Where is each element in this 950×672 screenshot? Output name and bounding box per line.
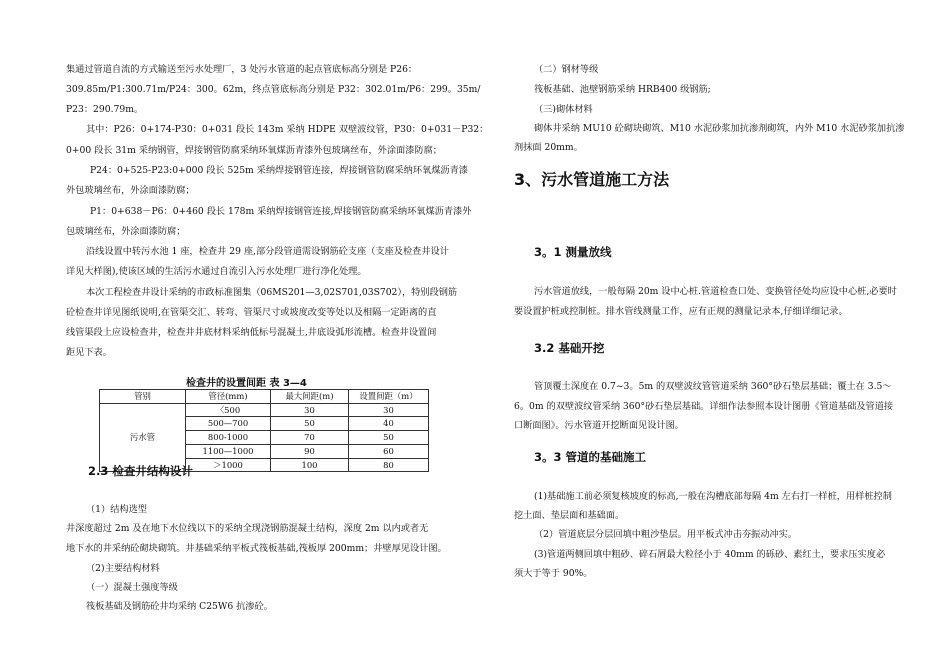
- set-spacing-cell: 60: [349, 444, 429, 458]
- foundation-step-3-line-1: (3)管道两侧回填中粗砂、碎石屑最大粒径小于 40mm 的砾砂、素红土，要求压实度必: [534, 549, 886, 560]
- diameter-cell: 〈500: [186, 403, 271, 417]
- header-set-spacing: 设置间距（m）: [349, 390, 429, 404]
- diameter-cell: 500—700: [186, 417, 271, 431]
- table-header-row: [100, 390, 429, 404]
- pipe-type-cell: 污水管: [100, 403, 186, 472]
- masonry-line-1: 砌体井采纳 MU10 砼砌块砌筑、M10 水泥砂浆加抗渗剂砌筑，内外 M10 水泥砂浆加抗渗: [534, 123, 905, 134]
- max-spacing-cell: 100: [271, 458, 349, 472]
- section-heading-3-1: 3。1 测量放线: [534, 245, 612, 259]
- header-pipe-type: 管别: [100, 390, 186, 404]
- steel-grade-text: 筏板基础、池壁钢筋采纳 HRB400 级钢筋;: [534, 84, 711, 95]
- table-row: [100, 403, 429, 417]
- header-diameter: 管径(mm): [186, 390, 271, 404]
- max-spacing-cell: 90: [271, 444, 349, 458]
- manhole-spacing-table: [99, 389, 429, 472]
- standard-atlas-line-2: 砼检查井详见图纸说明,在管渠交汇、转弯、管渠尺寸或坡度改变等处以及相隔一定距离的直: [66, 307, 437, 318]
- standard-atlas-line-3: 线管渠段上应设检查井，检查井井底材料采纳低标号混凝土,井底设弧形流槽。检查井设置间: [66, 327, 437, 338]
- set-spacing-cell: 80: [349, 458, 429, 472]
- set-spacing-cell: 40: [349, 417, 429, 431]
- section-heading-2-3: 2.3 检查井结构设计: [88, 464, 193, 478]
- foundation-step-2: （2）管道底层分层回填中粗沙垫层。用平板式冲击夯振动冲实。: [534, 529, 798, 540]
- excavation-line-1: 管顶覆土深度在 0.7~3。5m 的双壁波纹管管道采纳 360°砂石垫层基础；覆土在 3.5～: [534, 381, 892, 392]
- excavation-line-2: 6。0m 的双壁波纹管采纳 360°砂石垫层基础。详细作法参照本设计图册《管道基础及管道接: [514, 401, 894, 412]
- foundation-step-1-line-1: (1)基础施工前必须复核坡度的标高,一般在沟槽底部每隔 4m 左右打一样桩，用样桩控制: [534, 491, 892, 502]
- header-max-spacing: 最大间距(m): [271, 390, 349, 404]
- structure-type-line-1: 井深度超过 2m 及在地下水位线以下的采纳全现浇钢筋混凝土结构，深度 2m 以内或者无: [66, 523, 429, 534]
- set-spacing-cell: 30: [349, 403, 429, 417]
- steel-grade-title: （二）钢材等级: [534, 64, 599, 75]
- survey-line-2: 要设置护桩或控制桩。排水管线测量工作，应有正规的测量记录本,仔细详细记录。: [514, 306, 848, 317]
- concrete-grade-text: 筏板基础及钢筋砼井均采纳 C25W6 抗渗砼。: [86, 601, 273, 612]
- section-heading-3-3: 3。3 管道的基础施工: [534, 450, 647, 464]
- intro-line-1: 集通过管道自流的方式输送至污水处理厂，3 处污水管道的起点管底标高分别是 P26：: [66, 64, 418, 75]
- diameter-cell: 800-1000: [186, 431, 271, 445]
- standard-atlas-line-1: 本次工程检查井设计采纳的市政标准图集（06MS201—3,02S701,03S702），特别段钢筋: [86, 287, 458, 298]
- structure-type-title: （1）结构选型: [86, 504, 147, 515]
- chapter-heading-3: 3、污水管道施工方法: [514, 170, 670, 189]
- intro-line-3: P23：290.79m。: [66, 104, 144, 115]
- max-spacing-cell: 30: [271, 403, 349, 417]
- survey-line-1: 污水管道放线，一般每隔 20m 设中心桩.管道检查口处、变换管径处均应设中心桩,必要时: [534, 286, 897, 297]
- intro-line-2: 309.85m/P1:300.71m/P24：300。62m，终点管底标高分别是 P32：302.01m/P6：299。35m/: [66, 84, 481, 95]
- materials-title: （2)主要结构材料: [86, 563, 160, 574]
- masonry-line-2: 剂抹面 20mm。: [514, 142, 583, 153]
- segment-p26-line-2: 0+00 段长 31m 采纳钢管，焊接钢管防腐采纳环氧煤沥青漆外包玻璃丝布，外涂面漆防腐；: [66, 145, 442, 156]
- set-spacing-cell: 50: [349, 431, 429, 445]
- manhole-count-line-2: 详见大样图),使该区域的生活污水通过自流引入污水处理厂进行净化处理。: [66, 266, 367, 277]
- manhole-count-line-1: 沿线设置中转污水池 1 座，检查井 29 座,部分段管道需设钢筋砼支座（支座及检查井设计: [86, 246, 449, 257]
- diameter-cell: ＞1000: [186, 458, 271, 472]
- segment-p1-line-1: P1：0+638－P6：0+460 段长 178m 采纳焊接钢管连接,焊接钢管防腐采纳环氧煤沥青漆外: [90, 206, 472, 217]
- concrete-grade-title: （一）混凝土强度等级: [86, 582, 178, 593]
- segment-p24-line-2: 外包玻璃丝布，外涂面漆防腐；: [66, 185, 195, 196]
- excavation-line-3: 口断面图》。污水管道开挖断面见设计图。: [514, 420, 684, 431]
- diameter-cell: 1100—1000: [186, 444, 271, 458]
- segment-p24-line-1: P24：0+525-P23:0+000 段长 525m 采纳焊接钢管连接，焊接钢管防腐采纳环氧煤沥青漆: [90, 165, 468, 176]
- foundation-step-1-line-2: 挖土面、垫层面和基础面。: [514, 510, 625, 521]
- segment-p26-line-1: 其中：P26：0+174-P30：0+031 段长 143m 采纳 HDPE 双壁波纹管，P30：0+031－P32：: [86, 124, 489, 135]
- max-spacing-cell: 70: [271, 431, 349, 445]
- segment-p1-line-2: 包玻璃丝布，外涂面漆防腐；: [66, 226, 186, 237]
- section-heading-3-2: 3.2 基础开挖: [534, 341, 605, 355]
- structure-type-line-2: 地下水的井采纳砼砌块砌筑。井基础采纳平板式筏板基础,筏板厚 200mm；井壁厚见设计图。: [66, 543, 447, 554]
- table-caption: 检查井的设置间距 表 3—4: [186, 378, 307, 389]
- masonry-title: （三)砌体材料: [534, 104, 593, 115]
- standard-atlas-line-4: 距见下表。: [66, 347, 112, 358]
- max-spacing-cell: 50: [271, 417, 349, 431]
- foundation-step-3-line-2: 须大于等于 90%。: [514, 568, 593, 579]
